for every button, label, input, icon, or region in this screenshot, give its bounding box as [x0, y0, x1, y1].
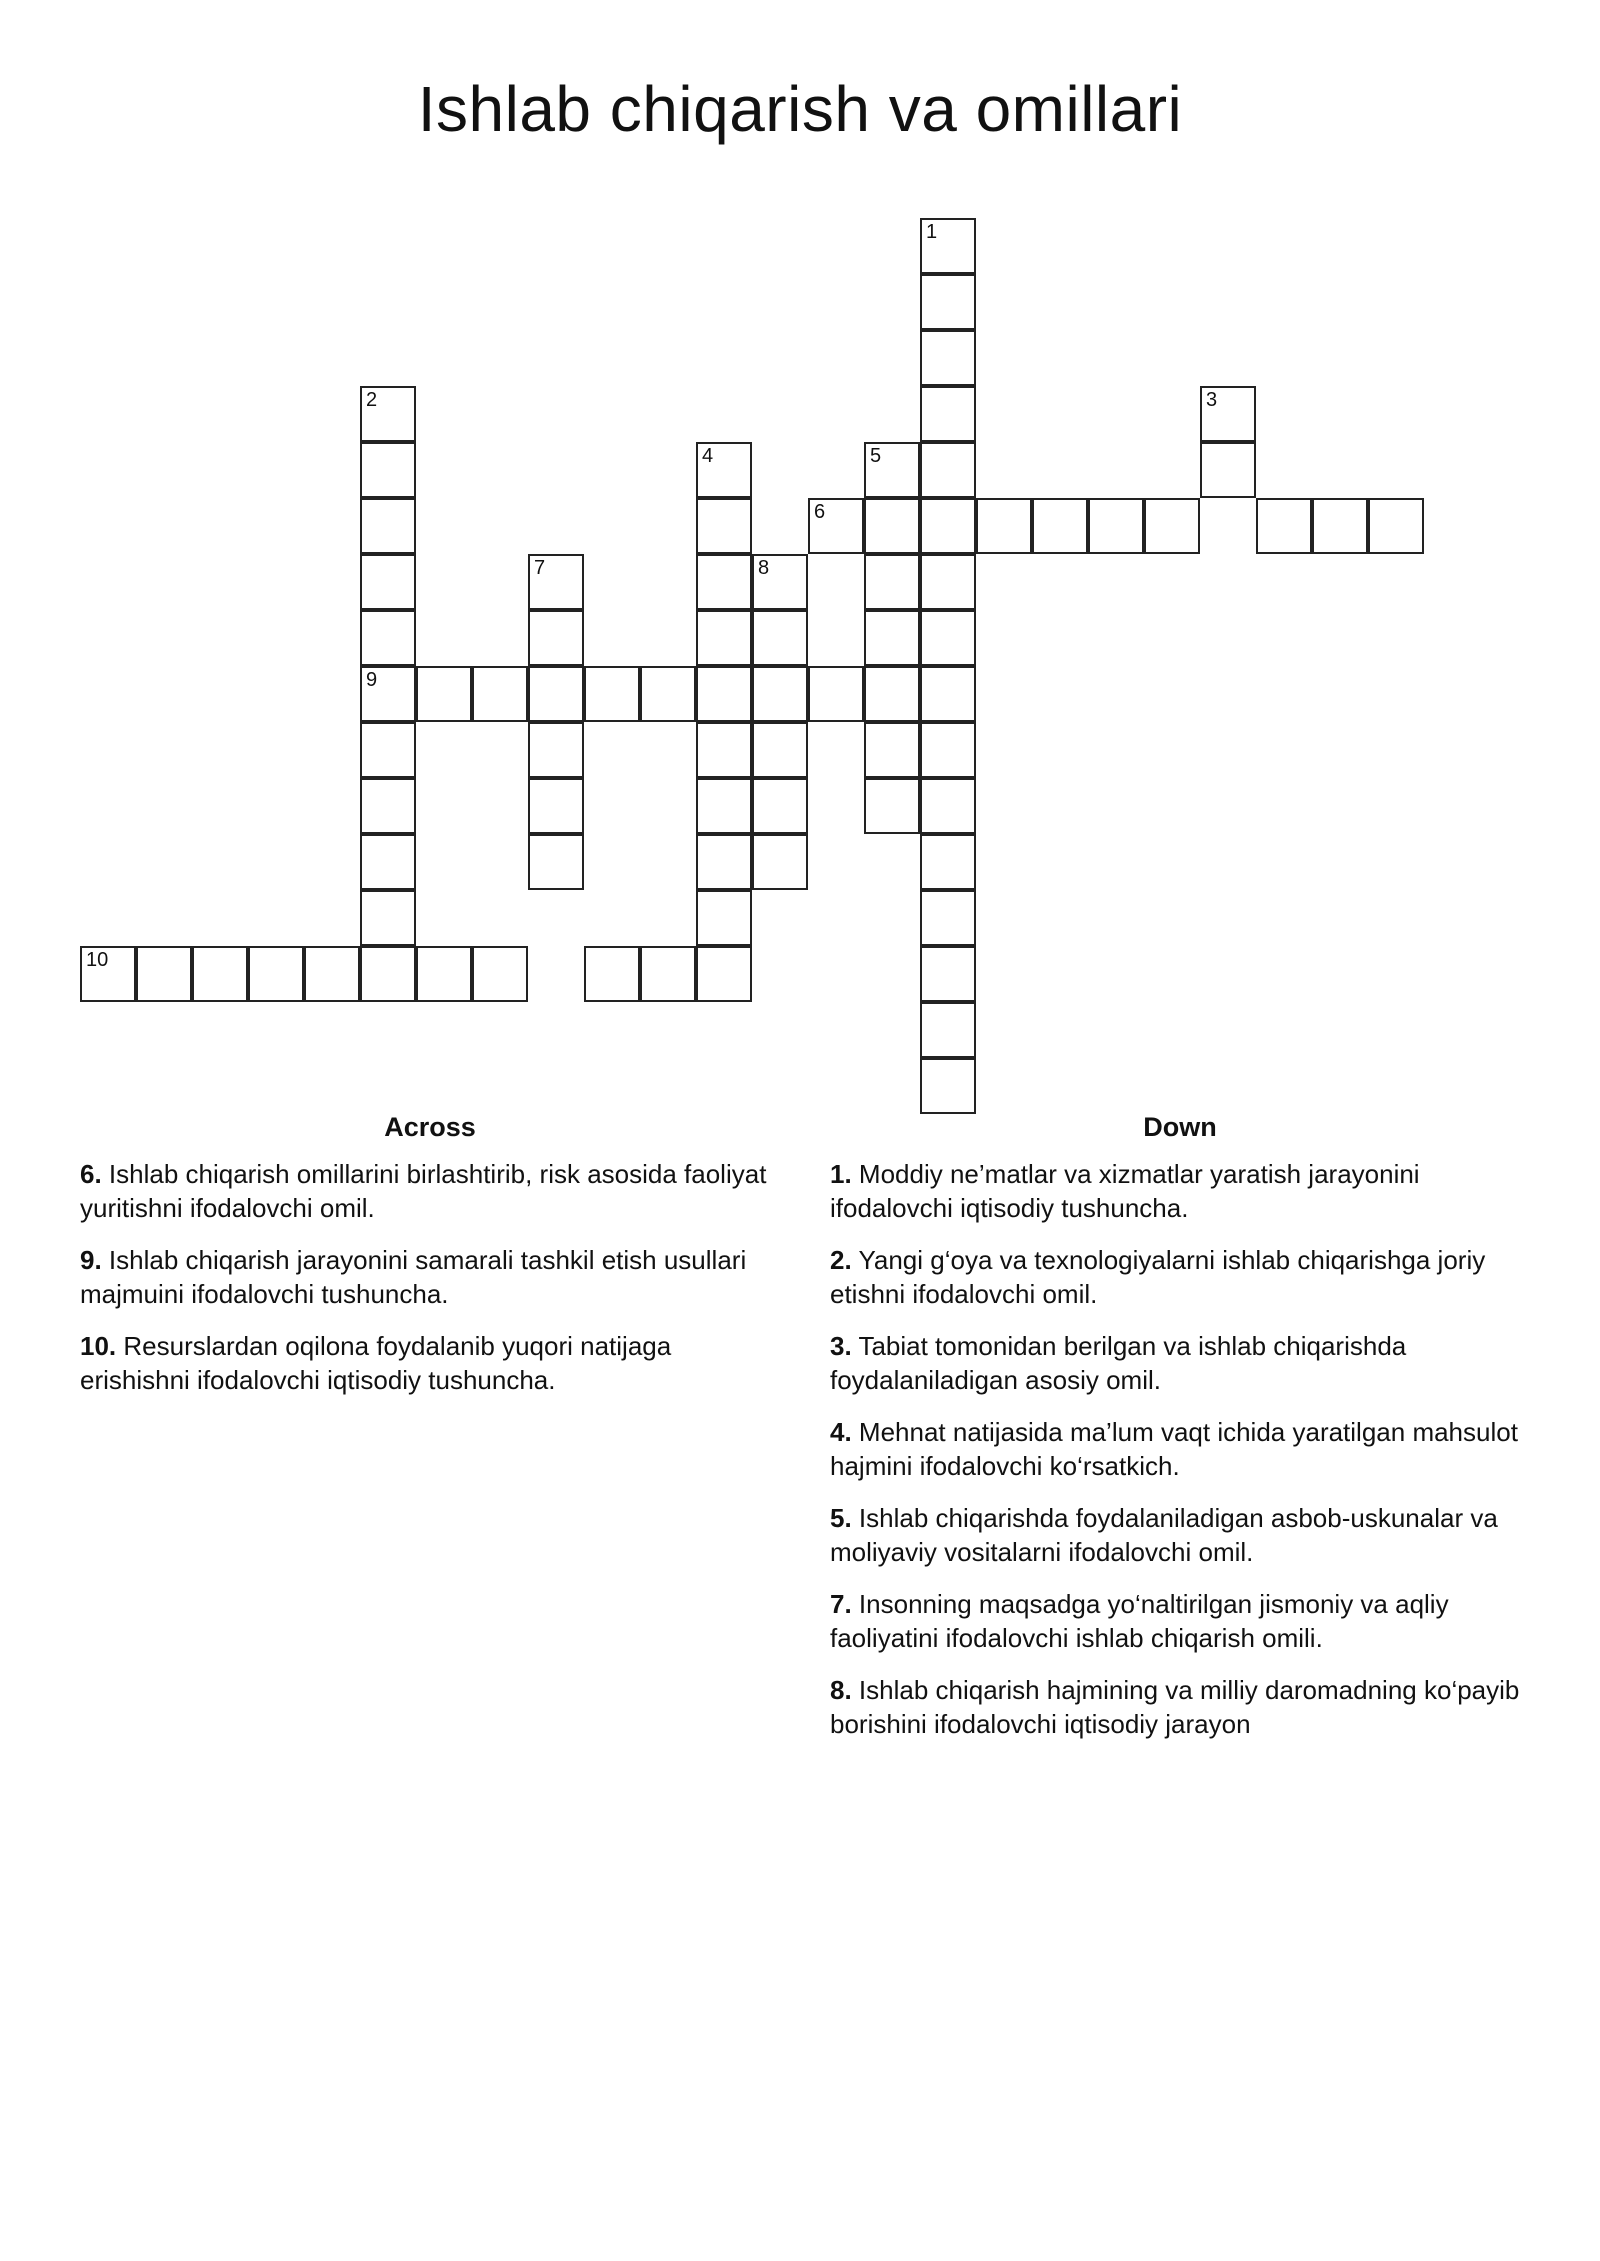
grid-cell[interactable]	[920, 946, 976, 1002]
grid-cell[interactable]	[696, 498, 752, 554]
grid-cell[interactable]	[472, 946, 528, 1002]
clue-number: 10.	[80, 1331, 117, 1361]
grid-cell[interactable]	[696, 834, 752, 890]
clue-number: 3.	[830, 1331, 852, 1361]
grid-cell[interactable]	[920, 722, 976, 778]
clue-text: Mehnat natijasida ma’lum vaqt ichida yaratilgan mahsulot hajmini ifodalovchi ko‘rsatkich.	[830, 1417, 1518, 1481]
grid-cell[interactable]	[920, 834, 976, 890]
grid-cell[interactable]	[920, 218, 976, 274]
cell-number: 2	[366, 389, 378, 411]
clue-number: 2.	[830, 1245, 852, 1275]
grid-cell[interactable]	[920, 890, 976, 946]
clue-across-9	[80, 1243, 780, 1311]
grid-cell[interactable]	[528, 610, 584, 666]
grid-cell[interactable]	[80, 946, 136, 1002]
grid-cell[interactable]	[528, 778, 584, 834]
clue-text: Moddiy ne’matlar va xizmatlar yaratish jarayonini ifodalovchi iqtisodiy tushuncha.	[830, 1159, 1420, 1223]
clue-down-8	[830, 1673, 1530, 1741]
clue-text: Insonning maqsadga yo‘naltirilgan jismoniy va aqliy faoliyatini ifodalovchi ishlab chiqarish omili.	[830, 1589, 1449, 1653]
clue-number: 9.	[80, 1245, 102, 1275]
clue-down-2	[830, 1243, 1530, 1311]
grid-cell[interactable]	[1200, 442, 1256, 498]
clue-down-1	[830, 1157, 1530, 1225]
cell-number: 9	[366, 669, 378, 691]
grid-cell[interactable]	[920, 1058, 976, 1114]
clue-across-10	[80, 1329, 780, 1397]
grid-cell[interactable]	[808, 498, 864, 554]
grid-cell[interactable]	[920, 610, 976, 666]
grid-cell[interactable]	[528, 722, 584, 778]
clue-down-3	[830, 1329, 1530, 1397]
grid-cell[interactable]	[920, 498, 976, 554]
crossword-grid	[0, 0, 1600, 1080]
grid-cell[interactable]	[696, 722, 752, 778]
grid-cell[interactable]	[360, 834, 416, 890]
grid-cell[interactable]	[192, 946, 248, 1002]
clue-number: 4.	[830, 1417, 852, 1447]
grid-cell[interactable]	[696, 946, 752, 1002]
grid-cell[interactable]	[752, 610, 808, 666]
clue-down-4	[830, 1415, 1530, 1483]
cell-number: 10	[86, 949, 109, 971]
cell-number: 3	[1206, 389, 1218, 411]
clue-across-6	[80, 1157, 780, 1225]
grid-cell[interactable]	[360, 722, 416, 778]
grid-cell[interactable]	[360, 442, 416, 498]
grid-cell[interactable]	[1200, 386, 1256, 442]
grid-cell[interactable]	[136, 946, 192, 1002]
grid-cell[interactable]	[696, 554, 752, 610]
clue-number: 1.	[830, 1159, 852, 1189]
grid-cell[interactable]	[920, 386, 976, 442]
grid-cell[interactable]	[976, 498, 1032, 554]
clue-number: 6.	[80, 1159, 102, 1189]
clue-text: Ishlab chiqarishda foydalaniladigan asbob-uskunalar va moliyaviy vositalarni ifodalovchi omil.	[830, 1503, 1498, 1567]
grid-cell[interactable]	[752, 834, 808, 890]
clue-number: 5.	[830, 1503, 852, 1533]
grid-cell[interactable]	[752, 666, 808, 722]
grid-cell[interactable]	[584, 666, 640, 722]
grid-cell[interactable]	[360, 610, 416, 666]
cell-number: 5	[870, 445, 882, 467]
grid-cell[interactable]	[696, 778, 752, 834]
grid-cell[interactable]	[360, 386, 416, 442]
cell-number: 7	[534, 557, 546, 579]
grid-cell[interactable]	[864, 610, 920, 666]
grid-cell[interactable]	[1088, 498, 1144, 554]
grid-cell[interactable]	[360, 946, 416, 1002]
grid-cell[interactable]	[416, 666, 472, 722]
grid-cell[interactable]	[248, 946, 304, 1002]
grid-cell[interactable]	[1032, 498, 1088, 554]
grid-cell[interactable]	[304, 946, 360, 1002]
grid-cell[interactable]	[696, 890, 752, 946]
clue-text: Tabiat tomonidan berilgan va ishlab chiqarishda foydalaniladigan asosiy omil.	[830, 1331, 1407, 1395]
clue-number: 8.	[830, 1675, 852, 1705]
grid-cell[interactable]	[416, 946, 472, 1002]
clue-number: 7.	[830, 1589, 852, 1619]
grid-cell[interactable]	[640, 666, 696, 722]
grid-cell[interactable]	[808, 666, 864, 722]
grid-cell[interactable]	[696, 666, 752, 722]
grid-cell[interactable]	[696, 442, 752, 498]
grid-cell[interactable]	[528, 554, 584, 610]
cell-number: 4	[702, 445, 714, 467]
clue-text: Ishlab chiqarish hajmining va milliy daromadning ko‘payib borishini ifodalovchi iqtisodiy jarayon	[830, 1675, 1520, 1739]
clue-text: Ishlab chiqarish jarayonini samarali tashkil etish usullari majmuini ifodalovchi tushuncha.	[80, 1245, 747, 1309]
grid-cell[interactable]	[360, 498, 416, 554]
cell-number: 1	[926, 221, 938, 243]
grid-cell[interactable]	[640, 946, 696, 1002]
grid-cell[interactable]	[752, 554, 808, 610]
grid-cell[interactable]	[360, 778, 416, 834]
grid-cell[interactable]	[864, 722, 920, 778]
cell-number: 8	[758, 557, 770, 579]
clue-down-7	[830, 1587, 1530, 1655]
grid-cell[interactable]	[752, 778, 808, 834]
grid-cell[interactable]	[1368, 498, 1424, 554]
across-heading: Across	[384, 1112, 476, 1142]
grid-cell[interactable]	[920, 1002, 976, 1058]
grid-cell[interactable]	[528, 666, 584, 722]
grid-cell[interactable]	[360, 890, 416, 946]
grid-cell[interactable]	[864, 554, 920, 610]
clue-text: Ishlab chiqarish omillarini birlashtirib, risk asosida faoliyat yuritishni ifodalovchi omil.	[80, 1159, 767, 1223]
grid-cell[interactable]	[360, 554, 416, 610]
down-clues	[830, 1112, 1530, 1759]
cell-number: 6	[814, 501, 826, 523]
grid-cell[interactable]	[584, 946, 640, 1002]
grid-cell[interactable]	[360, 666, 416, 722]
grid-cell[interactable]	[920, 330, 976, 386]
grid-cell[interactable]	[696, 610, 752, 666]
grid-cell[interactable]	[864, 498, 920, 554]
clue-text: Yangi g‘oya va texnologiyalarni ishlab chiqarishga joriy etishni ifodalovchi omil.	[830, 1245, 1486, 1309]
grid-cell[interactable]	[920, 778, 976, 834]
grid-cell[interactable]	[1256, 498, 1312, 554]
grid-cell[interactable]	[1144, 498, 1200, 554]
page-title: Ishlab chiqarish va omillari	[417, 73, 1183, 145]
grid-cell[interactable]	[1312, 498, 1368, 554]
across-clues	[80, 1112, 780, 1415]
down-heading: Down	[1143, 1112, 1217, 1142]
grid-cell[interactable]	[920, 554, 976, 610]
grid-cell[interactable]	[920, 442, 976, 498]
grid-cell[interactable]	[920, 274, 976, 330]
grid-cell[interactable]	[472, 666, 528, 722]
grid-cell[interactable]	[528, 834, 584, 890]
grid-cell[interactable]	[920, 666, 976, 722]
grid-cell[interactable]	[752, 722, 808, 778]
grid-cell[interactable]	[864, 666, 920, 722]
clue-down-5	[830, 1501, 1530, 1569]
clue-text: Resurslardan oqilona foydalanib yuqori natijaga erishishni ifodalovchi iqtisodiy tushuncha.	[80, 1331, 672, 1395]
grid-cell[interactable]	[864, 442, 920, 498]
grid-cell[interactable]	[864, 778, 920, 834]
